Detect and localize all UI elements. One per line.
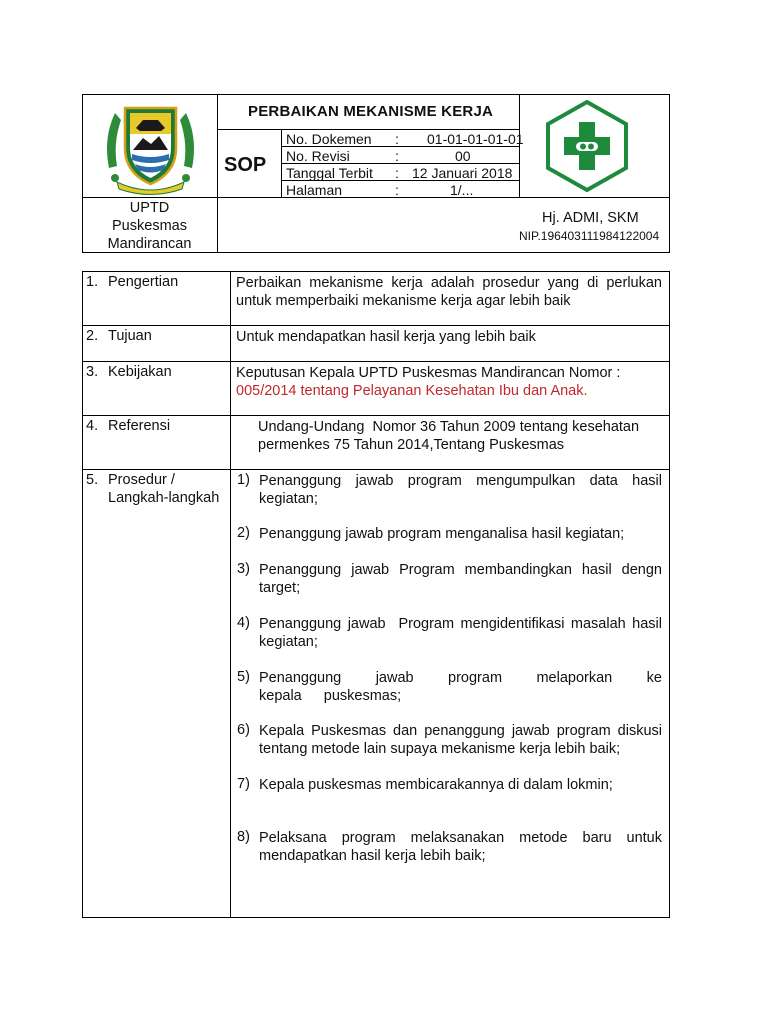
section-label: Tujuan xyxy=(108,328,152,344)
section-number: 4. xyxy=(86,418,99,434)
step-text: Pelaksana program melaksanakan metode baru untuk mendapatkan hasil kerja lebih baik; xyxy=(259,830,662,864)
sop-label: SOP xyxy=(224,154,267,176)
signer-nip: NIP.196403111984122004 xyxy=(519,229,660,243)
section-number: 1. xyxy=(86,274,99,290)
step-text: Penanggung jawab program mengumpulkan data hasil kegiatan; xyxy=(259,473,662,507)
section-label: Pengertian xyxy=(108,274,179,290)
meta-sep: : xyxy=(395,148,399,164)
section-text: Perbaikan mekanisme kerja adalah prosedur yang di perlukan untuk memperbaiki mekanisme kerja agar lebih baik xyxy=(236,275,662,309)
meta-value: 12 Januari 2018 xyxy=(412,165,513,181)
section-number: 2. xyxy=(86,328,99,344)
reference-line: permenkes 75 Tahun 2014,Tentang Puskesmas xyxy=(258,437,565,453)
meta-label: Halaman xyxy=(286,182,343,198)
document-title: PERBAIKAN MEKANISME KERJA xyxy=(248,103,494,120)
step-text: Penanggung jawab Program membandingkan hasil dengn target; xyxy=(259,562,662,596)
section-label-cont: Langkah-langkah xyxy=(108,490,220,506)
org-line: Puskesmas xyxy=(112,218,187,234)
meta-sep: : xyxy=(395,131,399,147)
meta-label: Tanggal Terbit xyxy=(286,165,373,181)
section-label: Referensi xyxy=(108,418,171,434)
signer-name: Hj. ADMI, SKM xyxy=(542,210,639,226)
section-text-highlight: 005/2014 tentang Pelayanan Kesehatan Ibu dan Anak. xyxy=(236,383,588,399)
step-number: 4) xyxy=(237,615,250,631)
step-number: 6) xyxy=(237,722,250,738)
meta-value: 1/... xyxy=(450,182,474,198)
section-label: Kebijakan xyxy=(108,364,172,380)
meta-sep: : xyxy=(395,165,399,181)
section-text: Untuk mendapatkan hasil kerja yang lebih baik xyxy=(236,329,536,345)
org-line: Mandirancan xyxy=(107,236,192,252)
section-label: Prosedur / xyxy=(108,472,175,488)
step-text: Penanggung jawab program melaporkan ke kepala puskesmas; xyxy=(259,670,662,704)
section-number: 3. xyxy=(86,364,99,380)
step-number: 3) xyxy=(237,561,250,577)
regional-emblem-logo xyxy=(103,98,198,195)
reference-line: Undang-Undang Nomor 36 Tahun 2009 tentang kesehatan xyxy=(258,419,640,435)
step-text: Penanggung jawab program menganalisa hasil kegiatan; xyxy=(259,526,625,542)
step-number: 7) xyxy=(237,776,250,792)
step-text: Kepala puskesmas membicarakannya di dalam lokmin; xyxy=(259,777,613,793)
meta-label: No. Revisi xyxy=(286,148,350,164)
step-number: 5) xyxy=(237,669,250,685)
section-number: 5. xyxy=(86,472,99,488)
health-cross-logo xyxy=(544,100,630,192)
section-text: Keputusan Kepala UPTD Puskesmas Mandirancan Nomor : xyxy=(236,365,621,381)
step-text: Penanggung jawab Program mengidentifikasi masalah hasil kegiatan; xyxy=(259,616,667,650)
meta-value: 00 xyxy=(455,148,471,164)
step-number: 8) xyxy=(237,829,250,845)
meta-value: 01-01-01-01-01 xyxy=(427,131,524,147)
step-text: Kepala Puskesmas dan penanggung jawab program diskusi tentang metode lain supaya mekanisme kerja lebih baik; xyxy=(259,723,662,757)
step-number: 2) xyxy=(237,525,250,541)
org-line: UPTD xyxy=(129,200,170,216)
meta-label: No. Dokemen xyxy=(286,131,372,147)
meta-sep: : xyxy=(395,182,399,198)
step-number: 1) xyxy=(237,472,250,488)
